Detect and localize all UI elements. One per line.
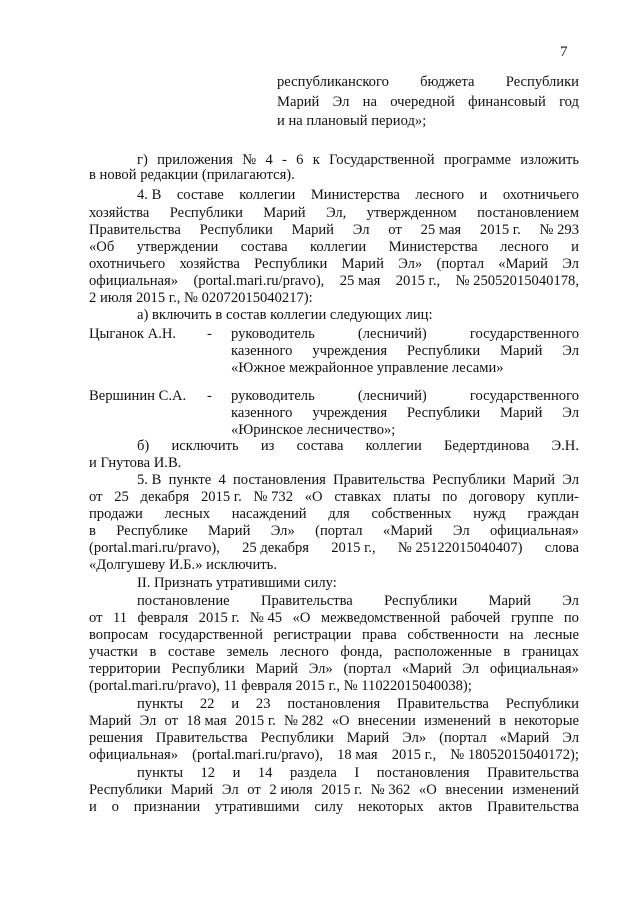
word: Республики [199, 222, 273, 238]
word: о [111, 799, 119, 815]
word: утверждении [136, 239, 219, 255]
word: пункты [137, 765, 183, 781]
word: от [89, 610, 103, 626]
word: очередной [390, 94, 455, 110]
word: «Марий [498, 256, 548, 272]
word: Марий [277, 94, 320, 110]
word: Марий [170, 782, 214, 798]
word: насаждений [231, 506, 307, 522]
word: февраля [137, 610, 189, 626]
word: лесного [415, 187, 465, 203]
word: купли- [536, 489, 579, 505]
word: декабря [140, 489, 190, 505]
word: на [362, 94, 377, 110]
word: фонда, [340, 644, 383, 660]
word: Марий [346, 730, 390, 746]
word: от [89, 489, 103, 505]
word: 2015 г. [321, 782, 363, 798]
word: 18 мая [186, 713, 227, 729]
word: Эл» [398, 256, 423, 272]
word: 22 [199, 696, 215, 712]
word: договору [469, 489, 526, 505]
word: межведомственной [320, 610, 441, 626]
text-line [89, 540, 579, 556]
word: для [328, 506, 350, 522]
word: слова [544, 540, 579, 556]
word: бюджета [420, 74, 475, 90]
word: Эл [332, 94, 350, 110]
word: Республики [406, 405, 481, 421]
word: 4 [218, 472, 226, 488]
word: (portal.mari.ru/pravo), [193, 273, 325, 289]
word: программе [443, 152, 511, 168]
word: и [232, 765, 241, 781]
word: 4 [265, 152, 273, 168]
word: из [260, 438, 275, 454]
word: Республики [384, 593, 458, 609]
word: изложить [520, 152, 579, 168]
word: внесении [445, 782, 504, 798]
word: границах [521, 644, 579, 660]
word: утратившими [215, 799, 300, 815]
word: № 25052015040178, [455, 273, 579, 289]
word: хозяйства [179, 256, 240, 272]
word: ставках [334, 489, 382, 505]
text-line [231, 326, 579, 342]
word: пункте [168, 472, 212, 488]
word: Марий [89, 713, 132, 729]
text-line [137, 438, 579, 454]
word: Республики [260, 730, 334, 746]
word: 2 июля [269, 782, 313, 798]
word: составе [168, 644, 215, 660]
word: коллегии [239, 187, 296, 203]
text-line [137, 593, 579, 609]
word: лесного [280, 644, 329, 660]
word: Марий [512, 472, 556, 488]
text-line [137, 187, 579, 203]
word: Республики [432, 472, 506, 488]
word: Эл [562, 405, 579, 421]
word: 2015 г., [391, 747, 437, 763]
word: от [247, 782, 261, 798]
word: постановлением [477, 205, 579, 221]
word: 5. В [137, 472, 162, 488]
word: 14 [257, 765, 273, 781]
word: лесных [164, 506, 211, 522]
word: Республики [406, 343, 481, 359]
word: постановления [376, 765, 470, 781]
word: решения [89, 730, 143, 746]
word: граждан [527, 506, 579, 522]
word: состава [240, 239, 288, 255]
word: Республики [171, 661, 245, 677]
word: Республике [116, 523, 188, 539]
word: Бедертдинова [443, 438, 530, 454]
text-line: и на плановый период»; [277, 113, 427, 129]
word: исключить [171, 438, 239, 454]
text-line [89, 506, 579, 522]
word: по [563, 610, 579, 626]
word: Эл [562, 256, 579, 272]
word: регистрации [273, 627, 352, 643]
word: постановление [137, 593, 230, 609]
word: в [499, 713, 506, 729]
word: № [242, 152, 257, 168]
word: Правительства [155, 730, 248, 746]
text-line [89, 489, 579, 505]
word: «Марий [401, 661, 452, 677]
word: составе [176, 187, 224, 203]
word: № 362 [370, 782, 411, 798]
word: 2015 г. [479, 222, 521, 238]
text-line [89, 610, 579, 626]
text-line [89, 782, 579, 798]
word: 25 мая [420, 222, 462, 238]
text-line: «Юринское лесничество»; [231, 422, 396, 438]
word: (лесничий) [357, 388, 427, 404]
word: руководитель [231, 388, 315, 404]
word: земель [226, 644, 269, 660]
text-line [277, 94, 579, 110]
word: пункты [137, 696, 183, 712]
word: (портал [439, 730, 487, 746]
member-name: Цыганок А.Н. [89, 326, 177, 342]
word: № 45 [249, 610, 283, 626]
word: 12 [200, 765, 216, 781]
word: Республики [505, 74, 579, 90]
text-line [89, 222, 579, 238]
text-line: и Гнутова И.В. [89, 455, 182, 471]
word: некоторых [358, 799, 424, 815]
word: Республики [254, 256, 328, 272]
word: и [231, 696, 240, 712]
word: Эл, [325, 205, 347, 221]
word: некоторые [514, 713, 579, 729]
word: коллегии [365, 438, 422, 454]
word: № 732 [253, 489, 293, 505]
word: коллегии [310, 239, 367, 255]
member-dash: - [207, 388, 212, 404]
word: руководитель [231, 326, 315, 342]
word: (портал [315, 523, 363, 539]
word: продажи [89, 506, 143, 522]
word: Эл [562, 472, 579, 488]
word: 2015 г., [395, 273, 441, 289]
word: Правительства [487, 799, 579, 815]
word: 4. В [137, 187, 162, 203]
word: I [354, 765, 360, 781]
word: государственного [469, 388, 579, 404]
word: - [282, 152, 287, 168]
word: Марий [341, 256, 384, 272]
word: Эл» [270, 523, 295, 539]
word: 2015 г. [234, 713, 276, 729]
word: 25 [114, 489, 129, 505]
word: силу [314, 799, 344, 815]
word: (лесничий) [357, 326, 427, 342]
word: № 293 [539, 222, 579, 238]
word: № 282 [284, 713, 324, 729]
word: охотничьего [502, 187, 579, 203]
word: признании [133, 799, 201, 815]
word: «О [418, 782, 437, 798]
word: Эл [221, 782, 239, 798]
member-name: Вершинин С.А. [89, 388, 187, 404]
word: «О [331, 713, 350, 729]
text-line [231, 343, 579, 359]
word: официальная» [489, 523, 579, 539]
word: собственных [371, 506, 452, 522]
word: от [388, 222, 402, 238]
word: Эл [352, 222, 370, 238]
word: постановления [233, 472, 326, 488]
text-line: «Долгушеву И.Б.» исключить. [89, 557, 277, 573]
word: Марий [208, 523, 251, 539]
word: Эл [562, 593, 579, 609]
word: 6 [296, 152, 304, 168]
word: изменений [512, 782, 579, 798]
text-line [89, 730, 579, 746]
word: рабочей [450, 610, 501, 626]
word: Эл [139, 713, 157, 729]
word: № 18052015040172); [450, 747, 579, 763]
word: платы [393, 489, 431, 505]
text-line [137, 765, 579, 781]
word: учреждения [312, 343, 388, 359]
word: (портал [343, 661, 392, 677]
word: год [559, 94, 579, 110]
word: республиканского [277, 74, 389, 90]
word: Республики [169, 205, 243, 221]
word: официальная» [89, 747, 179, 763]
word: г) [137, 152, 148, 168]
word: к [312, 152, 320, 168]
text-line: в новой редакции (прилагаются). [89, 167, 295, 183]
member-dash: - [207, 326, 212, 342]
word: Эл [462, 661, 480, 677]
word: казенного [231, 405, 293, 421]
word: изменений [424, 713, 491, 729]
word: Марий [255, 661, 298, 677]
text-line [89, 205, 579, 221]
word: нужд [473, 506, 506, 522]
word: официальная» [89, 273, 179, 289]
word: раздела [289, 765, 337, 781]
word: «Об [89, 239, 115, 255]
text-line: «Южное межрайонное управление лесами» [231, 360, 504, 376]
word: собственности [407, 627, 499, 643]
word: постановления [287, 696, 381, 712]
text-line [137, 152, 579, 168]
text-line [89, 661, 579, 677]
word: Министерства [310, 187, 400, 203]
word: Правительства [89, 222, 181, 238]
word: и [479, 187, 488, 203]
word: № 25122015040407) [397, 540, 523, 556]
word: (портал [436, 256, 484, 272]
word: б) [137, 438, 150, 454]
word: 18 мая [337, 747, 378, 763]
text-line [89, 713, 579, 729]
text-line: 2 июля 2015 г., № 02072015040217): [89, 290, 313, 306]
word: и [89, 799, 97, 815]
word: территории [89, 661, 161, 677]
word: в [503, 644, 511, 660]
word: Правительства [260, 593, 353, 609]
word: Правительства [487, 765, 579, 781]
word: Государственной [329, 152, 435, 168]
text-line [89, 747, 579, 763]
word: в [149, 644, 157, 660]
word: группе [510, 610, 554, 626]
word: актов [438, 799, 473, 815]
text-line: (portal.mari.ru/pravo), 11 февраля 2015 г., № 11022015040038); [89, 678, 472, 694]
word: вопросам [89, 627, 149, 643]
text-line [89, 273, 579, 289]
word: Эл [452, 523, 470, 539]
word: от [164, 713, 178, 729]
word: «Марий [382, 523, 433, 539]
word: приложения [157, 152, 233, 168]
word: казенного [231, 343, 293, 359]
word: лесного [500, 239, 549, 255]
word: «О [292, 610, 311, 626]
word: участки [89, 644, 138, 660]
word: Эл» [308, 661, 333, 677]
word: Марий [291, 222, 334, 238]
word: 2015 г. [200, 489, 242, 505]
word: официальная» [489, 661, 579, 677]
word: Марий [263, 205, 306, 221]
word: на [509, 627, 524, 643]
word: финансовый [468, 94, 546, 110]
word: Эл» [402, 730, 427, 746]
text-line [89, 523, 579, 539]
section-heading: II. Признать утратившими силу: [137, 575, 337, 591]
word: Марий [488, 593, 531, 609]
text-line [89, 627, 579, 643]
text-line [89, 799, 579, 815]
text-line [231, 405, 579, 421]
word: «Марий [499, 730, 550, 746]
word: государственного [469, 326, 579, 342]
word: и [571, 239, 579, 255]
word: утвержденном [366, 205, 457, 221]
text-line [231, 388, 579, 404]
word: 2015 г., [331, 540, 376, 556]
word: 23 [255, 696, 271, 712]
word: 2015 г. [198, 610, 240, 626]
word: 25 декабря [242, 540, 310, 556]
word: охотничьего [89, 256, 166, 272]
word: Эл [562, 730, 579, 746]
word: Марий [500, 343, 543, 359]
word: 25 мая [339, 273, 381, 289]
text-line [277, 74, 579, 90]
word: Эл [562, 343, 579, 359]
word: права [361, 627, 397, 643]
text-line [89, 256, 579, 272]
word: внесении [357, 713, 416, 729]
word: Правительства [397, 696, 489, 712]
page-number: 7 [560, 44, 568, 60]
word: расположенные [394, 644, 492, 660]
word: (portal.mari.ru/pravo), [192, 747, 323, 763]
text-line [137, 472, 579, 488]
word: Республики [89, 782, 163, 798]
word: «О [304, 489, 323, 505]
text-line [89, 644, 579, 660]
word: по [442, 489, 458, 505]
word: учреждения [312, 405, 388, 421]
word: состава [296, 438, 344, 454]
word: Республики [505, 696, 579, 712]
word: 11 [112, 610, 127, 626]
text-line [137, 696, 579, 712]
word: Марий [500, 405, 543, 421]
word: Правительства [333, 472, 425, 488]
word: государственной [158, 627, 263, 643]
word: Министерства [388, 239, 478, 255]
word: хозяйства [89, 205, 150, 221]
word: в [89, 523, 96, 539]
text-line: а) включить в состав коллегии следующих лиц: [137, 307, 433, 323]
text-line [89, 239, 579, 255]
word: Э.Н. [551, 438, 579, 454]
word: лесные [534, 627, 579, 643]
word: (portal.mari.ru/pravo), [89, 540, 220, 556]
